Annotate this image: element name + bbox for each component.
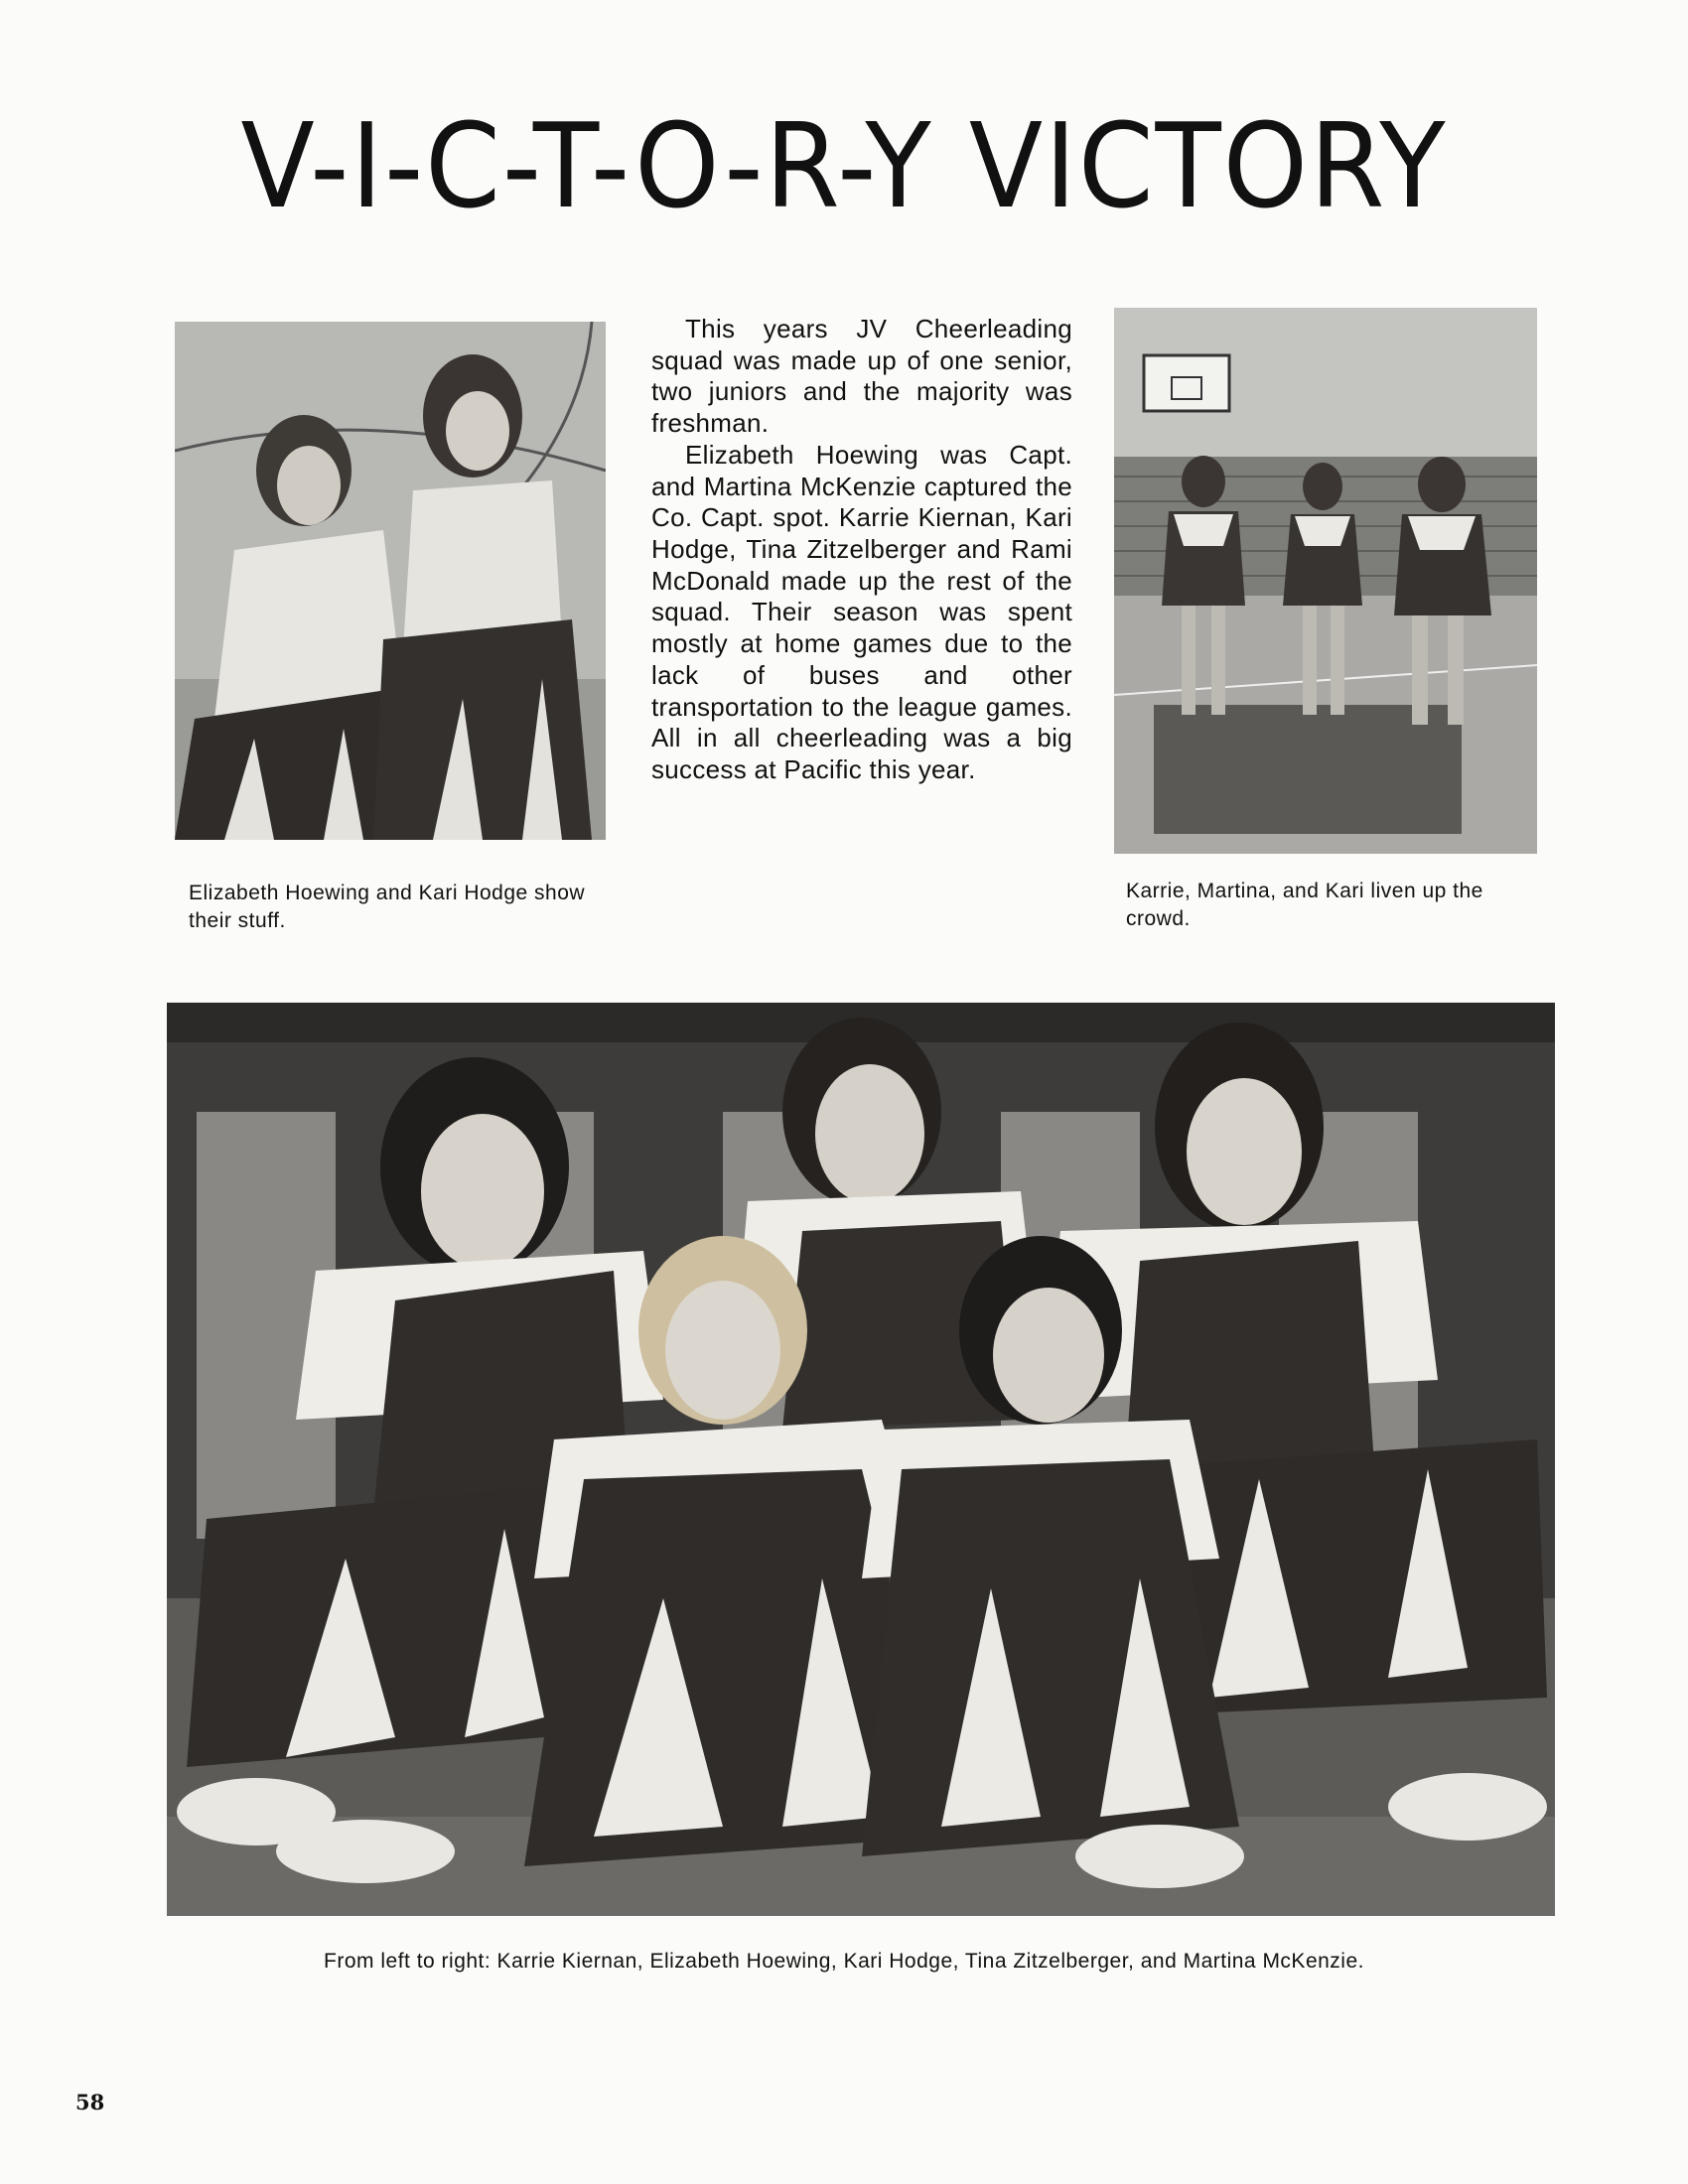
photo-left	[175, 322, 606, 840]
article-body	[651, 314, 1072, 786]
caption-left: Elizabeth Hoewing and Kari Hodge show their stuff.	[189, 882, 586, 933]
photo-group-image	[167, 1003, 1555, 1916]
photo-left-image	[175, 322, 606, 840]
caption-group: From left to right: Karrie Kiernan, Elizabeth Hoewing, Kari Hodge, Tina Zitzelberger, and Martina McKenzie.	[324, 1950, 1364, 1973]
page-number: 58	[75, 2090, 105, 2115]
article-paragraph: Elizabeth Hoewing was Capt. and Martina McKenzie captured the Co. Capt. spot. Karrie Kiernan, Kari Hodge, Tina Zitzelberger and Rami McDonald made up the rest of the squad. Their season was spent mostly at home games due to the lack of buses and other transportation to the league games. All in all cheerleading was a big success at Pacific this year.	[651, 439, 1072, 785]
page-title: V-I-C-T-O-R-Y VICTORY	[240, 97, 1448, 234]
photo-right	[1114, 308, 1537, 854]
article-paragraph: This years JV Cheerleading squad was made up of one senior, two juniors and the majority was freshman.	[651, 314, 1072, 439]
photo-right-image	[1114, 308, 1537, 854]
caption-right: Karrie, Martina, and Kari liven up the crowd.	[1126, 880, 1483, 931]
photo-group	[167, 1003, 1555, 1916]
